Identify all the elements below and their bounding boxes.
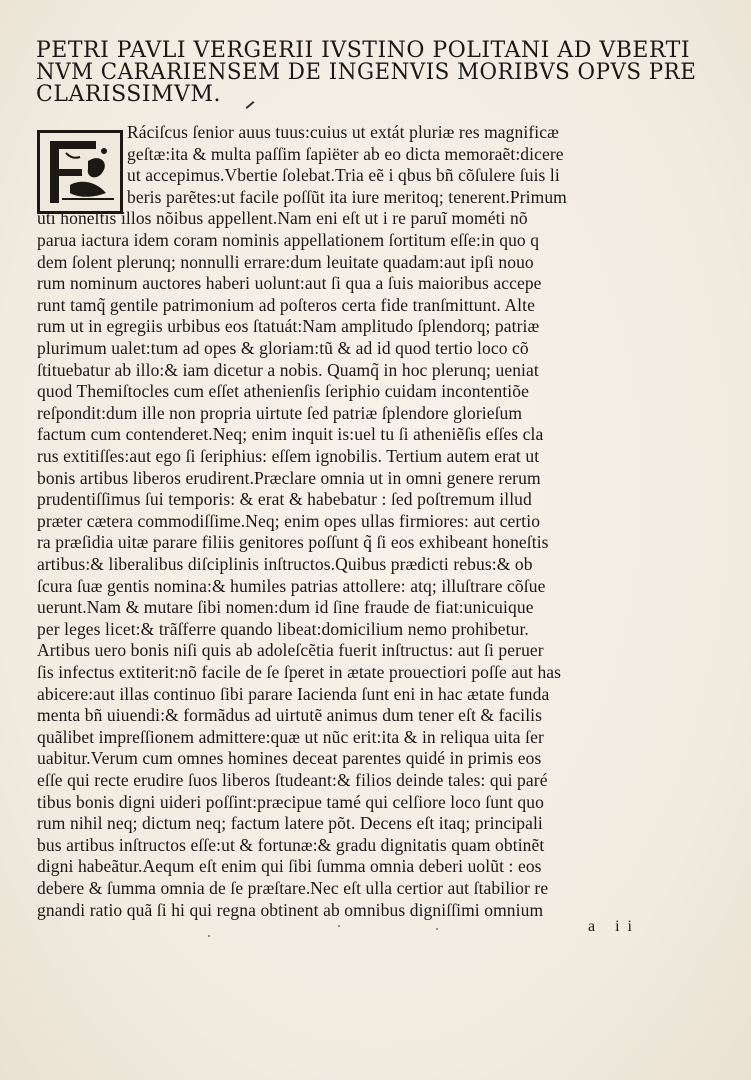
heading-line: PETRI PAVLI VERGERII IVSTINO POLITANI AD VBERTI [36,38,691,63]
text-line: uti honeſtis illos nõibus appellent.Nam eni eſt ut i re paruĩ mométi nõ [37,208,528,229]
heading-line: CLARISSIMVM. [36,82,221,107]
text-line: menta bñ uiuendi:& formãdus ad uirtutẽ animus dum tener eſt & facilis [37,705,543,726]
text-line: rum nihil neq; dictum neq; factum latere põt. Decens eſt itaq; principali [37,813,543,834]
text-line: ra præſidia uitæ parare filiis genitores poſſunt q̃ ſi eos exhibeant honeſtis [37,532,549,553]
text-line: bus artibus inſtructos eſſe:ut & fortunæ:& gradu dignitatis quam obtinẽt [37,834,545,855]
text-line: digni habeãtur.Aequm eſt enim qui ſibi ſumma omnia deberi uolũt : eos [37,856,542,877]
text-line: rus extitiſſes:aut ego ſi ſeriphius: eſſem ignobilis. Tertium autem erat ut [37,446,540,466]
text-line: tibus bonis digni uideri poſſint:præcipue tamé qui celſiore loco ſunt quo [37,791,544,812]
text-line: per leges licet:& trãſferre quando libeat:domicilium nemo prohibetur. [37,618,529,639]
paper-speck [338,925,340,927]
initial-letter-graphic [40,133,120,211]
text-line: reſpondit:dum ille non propria uirtute ſed patriæ ſplendore glorieſum [37,402,523,423]
text-line: ut accepimus.Vbertie ſolebat.Tria eẽ i qbus bñ cõſulere ſuis li [127,165,560,186]
text-line: artibus:& liberalibus diſciplinis inſtructos.Quibus prædicti rebus:& ob [37,554,533,574]
signature-mark: a ii [588,918,640,935]
text-line: gnandi ratio quã ſi hi qui regna obtinent ab omnibus digniſſimi omnium [37,899,544,920]
text-line: Ráciſcus ſenior auus tuus:cuius ut extát pluriæ res magnificæ [127,122,559,142]
text-line: runt tamq̃ gentile patrimonium ad poſteros certa fide tranſmittunt. Alte [37,294,535,315]
paper-speck [436,928,438,930]
text-line: bonis artibus liberos erudirent.Præclare omnia ut in omni genere rerum [37,467,541,488]
text-line: rum ut in egregiis urbibus eos ſtatuát:Nam amplitudo ſplendorq; patriæ [37,316,540,337]
text-line: parua iactura idem coram nominis appellationem ſortitum eſſe:in quo q [37,230,540,250]
text-line: Artibus uero bonis niſi quis ab adoleſcẽtia fuerit inſtructus: aut ſi peruer [37,640,544,661]
text-line: plurimum ualet:tum ad opes & gloriam:tũ & ad id quod tertio loco cõ [37,338,529,358]
text-line: uabitur.Verum cum omnes homines deceat parentes quidé in primis eos [37,748,542,769]
text-line: abicere:aut illas continuo ſibi parare Iacienda ſunt eni in hac ætate funda [37,683,550,704]
text-line: quod Themiſtocles cum eſſet athenienſis ſeriphio cuidam incontentiõe [37,381,529,402]
text-line: dem ſolent plerunq; nonnulli errare:dum leuitate quadam:aut ipſi nouo [37,251,534,272]
heading-line: NVM CARARIENSEM DE INGENVIS MORIBVS OPVS PRE [36,60,697,85]
text-line: ſcura ſuæ gentis nomina:& humiles patrias attollere: atq; illuſtrare cõſue [37,575,546,596]
text-line: beris parẽtes:ut facile poſſũt ita iure meritoq; tenerent.Primum [127,186,567,207]
text-line: quãlibet impreſſionem admittere:quæ ut nũc erit:ita & in reliqua uita ſer [37,726,544,747]
text-line: rum nominum auctores haberi uolunt:aut ſi qua a ſuis maioribus accepe [37,273,542,294]
paper-speck [208,935,210,937]
text-line: ſis infectus extiterit:nõ facile de ſe ſperet in ætate prouectiori poſſe aut has [37,662,562,682]
text-line: geſtæ:ita & multa paſſim ſapiëter ab eo dicta memoraẽt:dicere [127,143,564,164]
text-line: præter cætera commodiſſime.Neq; enim opes ullas firmiores: aut certio [37,510,541,531]
page-heading [36,40,696,106]
woodcut-initial [37,130,123,214]
text-line: uerunt.Nam & mutare ſibi nomen:dum id ſine fraude de fiat:unicuique [37,597,534,618]
text-line: ſtituebatur ab illo:& iam dicetur a nobis. Quamq̃ in hoc plerunq; ueniat [37,359,539,380]
text-line: factum cum contenderet.Neq; enim inquit is:uel tu ſi atheniẽſis eſſes cla [37,424,544,445]
text-line: prudentiſſimus ſui temporis: & erat & habebatur : ſed poſtremum illud [37,489,532,510]
text-line: debere & ſumma omnia de ſe præſtare.Nec eſt ulla certior aut ſtabilior re [37,878,549,898]
text-line: eſſe qui recte erudire ſuos liberos ſtudeant:& filios deinde tales: qui paré [37,770,548,790]
